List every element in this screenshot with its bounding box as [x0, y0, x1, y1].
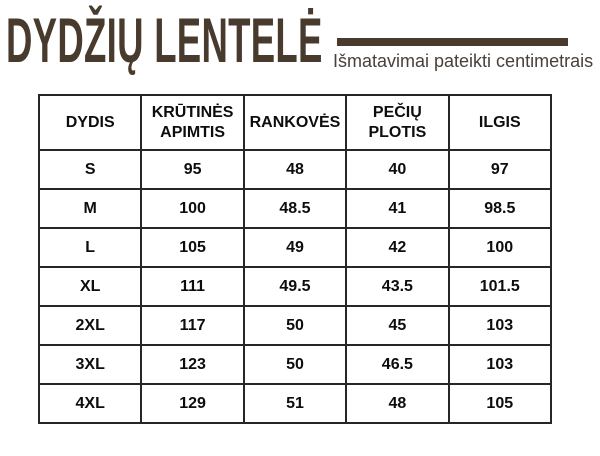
table-row-4xl — [39, 384, 551, 423]
value-cell: 42 — [346, 228, 448, 267]
subtitle-text: Išmatavimai pateikti centimetrais — [333, 51, 594, 71]
column-header-rankoves: RANKOVĖS — [244, 95, 346, 150]
size-cell: S — [39, 150, 141, 189]
table-row-s — [39, 150, 551, 189]
value-cell: 45 — [346, 306, 448, 345]
column-header-peciu: PEČIŲ PLOTIS — [346, 95, 448, 150]
value-cell: 103 — [449, 306, 551, 345]
size-table-body — [39, 150, 551, 423]
value-cell: 117 — [141, 306, 243, 345]
column-header-ilgis: ILGIS — [449, 95, 551, 150]
value-cell: 97 — [449, 150, 551, 189]
value-cell: 101.5 — [449, 267, 551, 306]
page-title-text: DYDŽIŲ LENTELĖ — [6, 6, 323, 76]
size-cell: XL — [39, 267, 141, 306]
value-cell: 41 — [346, 189, 448, 228]
value-cell: 43.5 — [346, 267, 448, 306]
value-cell: 46.5 — [346, 345, 448, 384]
column-header-krutines: KRŪTINĖS APIMTIS — [141, 95, 243, 150]
value-cell: 48 — [346, 384, 448, 423]
value-cell: 100 — [141, 189, 243, 228]
value-cell: 105 — [449, 384, 551, 423]
size-cell: 3XL — [39, 345, 141, 384]
size-cell: L — [39, 228, 141, 267]
value-cell: 129 — [141, 384, 243, 423]
value-cell: 49 — [244, 228, 346, 267]
value-cell: 100 — [449, 228, 551, 267]
table-row-3xl — [39, 345, 551, 384]
header-row — [39, 95, 551, 150]
value-cell: 103 — [449, 345, 551, 384]
size-cell: 4XL — [39, 384, 141, 423]
column-header-dydis: DYDIS — [39, 95, 141, 150]
value-cell: 98.5 — [449, 189, 551, 228]
value-cell: 50 — [244, 306, 346, 345]
value-cell: 50 — [244, 345, 346, 384]
table-row-l — [39, 228, 551, 267]
title-accent-bar — [337, 38, 568, 46]
value-cell: 123 — [141, 345, 243, 384]
size-table — [38, 94, 552, 424]
size-table-head — [39, 95, 551, 150]
value-cell: 48.5 — [244, 189, 346, 228]
table-row-m — [39, 189, 551, 228]
size-cell: M — [39, 189, 141, 228]
size-cell: 2XL — [39, 306, 141, 345]
value-cell: 51 — [244, 384, 346, 423]
value-cell: 49.5 — [244, 267, 346, 306]
value-cell: 48 — [244, 150, 346, 189]
value-cell: 95 — [141, 150, 243, 189]
table-row-xl — [39, 267, 551, 306]
value-cell: 40 — [346, 150, 448, 189]
table-row-2xl — [39, 306, 551, 345]
value-cell: 111 — [141, 267, 243, 306]
value-cell: 105 — [141, 228, 243, 267]
